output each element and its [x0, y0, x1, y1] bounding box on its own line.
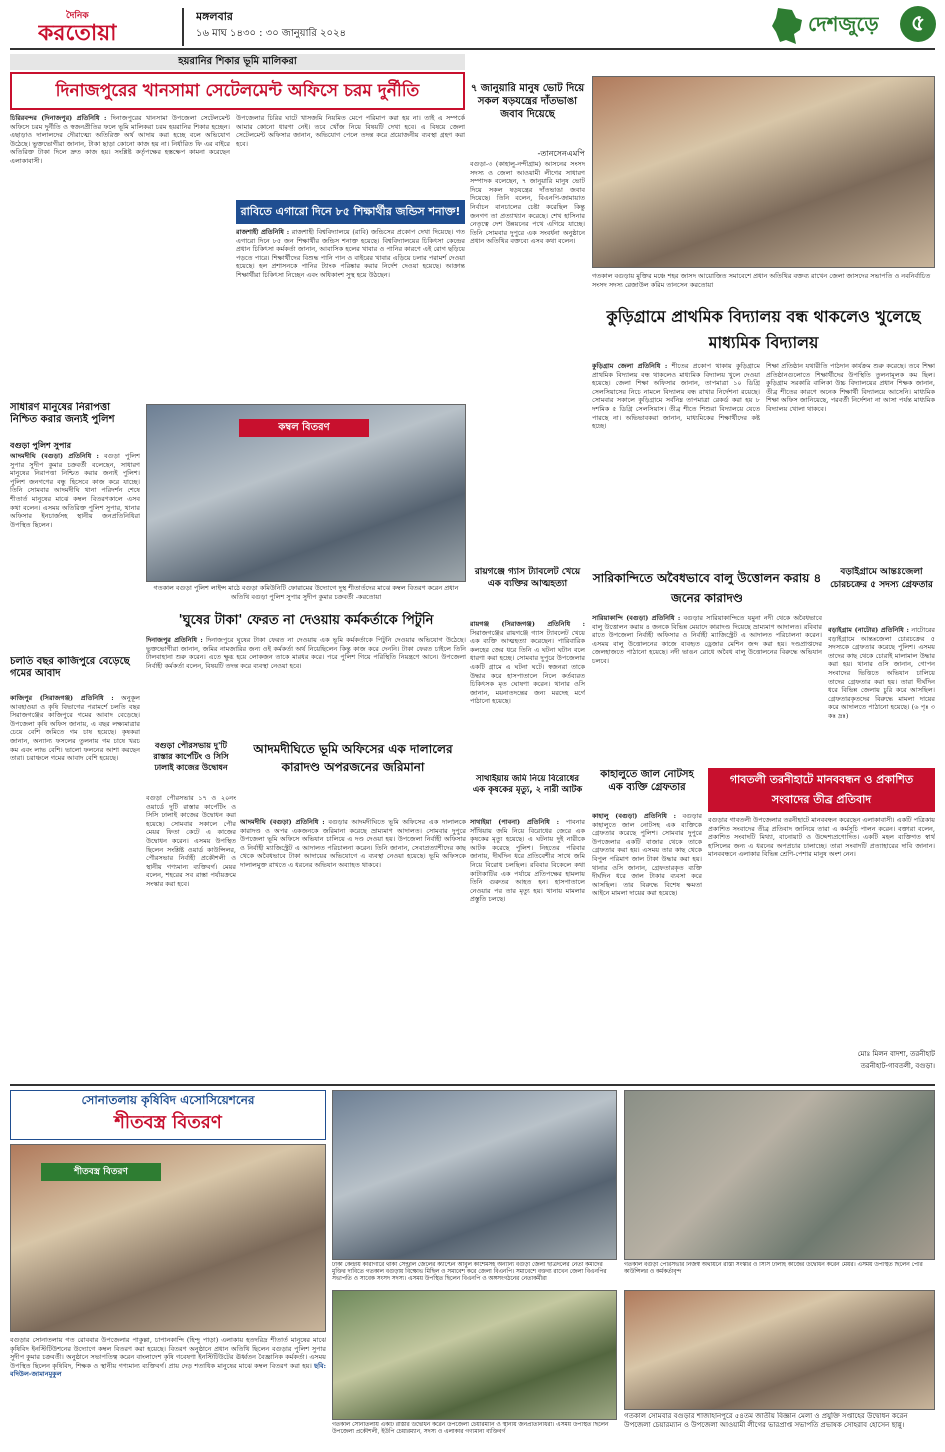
gabtoli-signature — [708, 1048, 935, 1072]
gas-headline: রায়গঞ্জে গ্যাস ট্যাবলেট খেয়ে এক ব্যক্তির আত্মহত্যা — [474, 567, 581, 589]
gas-text: সিরাজগঞ্জের রায়গঞ্জে গ্যাস ট্যাবলেট খেয়ে এক ব্যক্তি আত্মহত্যা করেছেন। পারিবারিক কলহের জের ধরে তিনি এ ঘটনা ঘটান বলে ধারণা করা হচ্ছে। সোমবার দুপুরে উপজেলার একটি গ্রামে এ ঘটনা ঘটে। স্বজনরা তাকে উদ্ধার করে হাসপাতালে নিলে কর্তব্যরত চিকিৎসক মৃত ঘোষণা করেন। থানার ওসি জানান, ময়নাতদন্তের জন্য মরদেহ মর্গে পাঠানো হয়েছে। — [470, 628, 585, 706]
rabi-body — [236, 228, 465, 378]
baraigram-headline: বড়াইগ্রামে আন্তঃজেলা চোরচক্রের ৫ সদস্য গ্রেফতার — [830, 567, 933, 590]
photo-police-credit: -করতোয়া — [355, 592, 382, 601]
bangladesh-map-icon — [770, 6, 804, 46]
baraigram-body — [828, 626, 935, 761]
cattle-headline: চলতি বছর কাজিপুরে বেড়েছে গমের আবাদ — [10, 656, 130, 679]
kahalu-byline: কাহালু (বগুড়া) প্রতিনিধি : — [592, 812, 676, 820]
ghush-text: দিনাজপুরে ঘুষের টাকা ফেরত না দেওয়ায় এক ভূমি কর্মকর্তাকে পিটুনি দেওয়ার অভিযোগ উঠেছে। ভুক্তভোগীরা জানান, জমির নামজারির জন্য ওই কর্মকর্তা অর্থ নিয়েছিলেন কিন্তু কাজ করে দেননি। টাকা ফেরত চাইলে তিনি টালবাহানা শুরু করেন। এতে ক্ষুব্ধ হয়ে লোকজন তাকে মারধর করে। পরে পুলিশ গিয়ে পরিস্থিতি নিয়ন্ত্রণে আনে। উপজেলা নির্বাহী কর্মকর্তা বলেন, বিষয়টি তদন্ত করে ব্যবস্থা নেওয়া হবে। — [146, 636, 466, 670]
sathia-text: পাবনার সাঁথিয়ায় জমি নিয়ে বিরোধের জেরে এক কৃষকের মৃত্যু হয়েছে। এ ঘটনায় দুই নারীকে আটক করেছে পুলিশ। নিহতের পরিবার জানায়, দীর্ঘদিন ধরে প্রতিবেশীর সাথে জমি নিয়ে বিরোধ চলছিল। রবিবার বিকেলে কথা কাটাকাটির এক পর্যায়ে প্রতিপক্ষের হামলায় তিনি গুরুতর আহত হন। হাসপাতালে নেওয়ার পর তার মৃত্যু হয়। থানায় মামলার প্রস্তুতি চলছে। — [470, 818, 585, 904]
gabtoli-body: বগুড়ার গাবতলী উপজেলার তরনীহাটে মানববন্ধন করেছেন এলাকাবাসী। একটি পত্রিকায় প্রকাশিত সংবাদের তীব্র প্রতিবাদ জানিয়ে তারা এ কর্মসূচি পালন করেন। বক্তারা বলেন, প্রকাশিত সংবাদটি মিথ্যা, বানোয়াট ও উদ্দেশ্যপ্রণোদিত। একটি মহল ব্যক্তিগত স্বার্থ হাসিলের জন্য এ ধরনের অপপ্রচার চালাচ্ছে। তারা সংবাদটি প্রত্যাহারের দাবি জানান। মানববন্ধনে এলাকার বিভিন্ন শ্রেণি-পেশার মানুষ অংশ নেন। — [708, 816, 935, 859]
photo-top-right-caption — [592, 272, 935, 300]
photo-bottom-mid2 — [332, 1290, 617, 1420]
adamdighi-body — [240, 818, 466, 1078]
photo-bottom-mid — [332, 1090, 617, 1260]
kurigram-body — [592, 362, 760, 547]
sonatola-credit: ছবি: বদিউল-জামানমুকুল — [10, 1361, 326, 1379]
masthead-rule — [10, 48, 935, 50]
baraigram-text: নাটোরের বড়াইগ্রামে আন্তঃজেলা চোরচক্রের ৫ সদস্যকে গ্রেফতার করেছে পুলিশ। এসময় তাদের কাছ থেকে চোরাই মালামাল উদ্ধার করা হয়। থানার ওসি জানান, গোপন সংবাদের ভিত্তিতে অভিযান চালিয়ে তাদের গ্রেফতার করা হয়। তারা দীর্ঘদিন ধরে বিভিন্ন জেলায় চুরি করে আসছিল। গ্রেফতারকৃতদের বিরুদ্ধে মামলা দায়ের করে আদালতে পাঠানো হয়েছে। — [828, 626, 935, 712]
lead-kicker-text: হয়রানির শিকার ভূমি মালিকরা — [178, 56, 297, 67]
photo-bottom-mid-caption: ঢাকা কেন্দ্রীয় কারাগারে থাকা সেন্ট্রাল জেলের ক্যাপ্টেন আবুল কাশেমসহ অন্যান্য বগুড়া জেলা ছাত্রদলের নেতা কর্মীদের মুক্তির দাবিতে গতকাল বগুড়ায় বিক্ষোভ মিছিল ও সমাবেশ করে জেলা বিএনপি। সমাবেশে বক্তব্য রাখেন জেলা বিএনপির সভাপতি ও সাবেক সংসদ সদস্য। এসময় উপস্থিত ছিলেন বিএনপি ও অঙ্গসংগঠনের নেতাকর্মীরা — [332, 1262, 607, 1282]
ghush-body — [146, 636, 466, 734]
kurigram-text: শীতের প্রকোপ থাকায় কুড়িগ্রামে প্রাথমিক বিদ্যালয় বন্ধ থাকলেও মাধ্যমিক বিদ্যালয় খুলে দেওয়া হয়েছে। জেলা শিক্ষা অফিসার জানান, তাপমাত্রা ১০ ডিগ্রি সেলসিয়াসের নিচে নামলে বিদ্যালয় বন্ধ রাখার নির্দেশনা রয়েছে। সোমবার সকালে কুড়িগ্রামে সর্বনিম্ন তাপমাত্রা রেকর্ড করা হয় ৮ দশমিক ৫ ডিগ্রি সেলসিয়াস। তীব্র শীতে শিশুরা বিদ্যালয়ে যেতে পারছে না। অভিভাবকরা জানান, মাধ্যমিকের শিক্ষার্থীদের কষ্ট হচ্ছে। — [592, 362, 760, 431]
kahalu-text: বগুড়ার কাহালুতে জাল নোটসহ এক ব্যক্তিকে গ্রেফতার করেছে পুলিশ। সোমবার দুপুরে উপজেলার একটি বাজার থেকে তাকে গ্রেফতার করা হয়। এসময় তার কাছ থেকে বিপুল পরিমাণ জাল টাকা উদ্ধার করা হয়। থানার ওসি জানান, গ্রেফতারকৃত ব্যক্তি দীর্ঘদিন ধরে জাল টাকার ব্যবসা করে আসছিল। তার বিরুদ্ধে বিশেষ ক্ষমতা আইনে মামলা দায়ের করা হয়েছে। — [592, 812, 702, 898]
masthead-divider — [182, 8, 184, 46]
bottom-divider — [10, 1084, 935, 1086]
gabtoli-signature-name: মোঃ মিলন বাদশা, তরনীহাট — [857, 1050, 935, 1058]
photo-bottom-right2-caption: গতকাল সোমবার বগুড়ার শাজাহানপুরে ৫৪তম জাতীয় বিজ্ঞান মেলা ও প্রযুক্তি সপ্তাহের উদ্বোধন করেন উপজেলা চেয়ারম্যান ও উপজেলা আওয়ামী লীগের ভারপ্রাপ্ত সভাপতি প্রভাষক সোহরাব হোসেন ছান্নু। — [624, 1412, 908, 1429]
section-title: দেশজুড়ে — [808, 12, 879, 36]
sonatola-headline-2: শীতবস্ত্র বিতরণ — [114, 1112, 222, 1133]
col-top-body: বগুড়া-৩ (কাহালু-নন্দীগ্রাম) আসনের সংসদ সদস্য ও জেলা আওয়ামী লীগের সাধারণ সম্পাদক বলেছেন, ৭ জানুয়ারি মানুষ ভোট দিয়ে সকল ষড়যন্ত্রের দাঁতভাঙা জবাব দিয়েছে। তিনি বলেন, বিএনপি-জামায়াত নির্বাচন বানচালের চেষ্টা করেছিল কিন্তু জনগণ তা প্রত্যাখ্যান করেছে। শেখ হাসিনার নেতৃত্বে দেশ উন্নয়নের পথে এগিয়ে যাচ্ছে। তিনি সোমবার দুপুরে এক সংবর্ধনা অনুষ্ঠানে প্রধান অতিথির বক্তব্যে এসব কথা বলেন। — [470, 160, 585, 246]
sonatola-text: বগুড়ার সোনাতলায় গত রোববার উপজেলার পাকুল্লা, চাপানকান্দি (হিন্দু পাড়া) এলাকায় হতদরিদ্র শীতার্ত মানুষের মাঝে কৃষিবিদ ইনস্টিটিউশনের উদ্যোগে কম্বল বিতরণ করা হয়েছে। বিতরণ অনুষ্ঠানে প্রধান অতিথি ছিলেন বগুড়ার পুলিশ সুপার সুদীপ কুমার চক্রবর্তী। অনুষ্ঠানে সভাপতিত্ব করেন বাংলাদেশ কৃষি গবেষণা ইনস্টিটিউটের ঊর্ধ্বতন বৈজ্ঞানিক কর্মকর্তা। এসময় উপস্থিত ছিলেন কৃষিবিদ, শিক্ষক ও স্থানীয় গণ্যমান্য ব্যক্তিবর্গ। প্রায় দেড় শতাধিক মানুষের মাঝে কম্বল বিতরণ করা হয়। — [10, 1336, 326, 1370]
photo-police-caption — [146, 584, 466, 604]
page-number: ৫ — [900, 6, 936, 42]
sonatola-body — [10, 1336, 326, 1446]
adamdighi-byline: আদমদীঘি (বগুড়া) প্রতিনিধি : — [240, 818, 325, 826]
rabi-text: রাজশাহী বিশ্ববিদ্যালয়ে (রাবি) জন্ডিসের প্রকোপ দেখা দিয়েছে। গত এগারো দিনে ৮৫ জন শিক্ষার্থীর জন্ডিস শনাক্ত হয়েছে। বিশ্ববিদ্যালয়ের চিকিৎসা কেন্দ্রের প্রধান চিকিৎসা কর্মকর্তা জানান, আবাসিক হলের খাবার ও পানির কারণে এই রোগ ছড়িয়ে পড়তে পারে। শিক্ষার্থীদের বিশুদ্ধ পানি পান ও বাইরের খাবার এড়িয়ে চলার পরামর্শ দেওয়া হয়েছে। হল প্রশাসনকে পানির ট্যাংক পরিষ্কার করার নির্দেশ দেওয়া হয়েছে। আক্রান্ত শিক্ষার্থীরা চিকিৎসা নিচ্ছেন এবং অধিকাংশ সুস্থ হয়ে উঠছেন। — [236, 228, 465, 279]
rabi-byline: রাজশাহী প্রতিনিধি : — [236, 228, 290, 236]
lead-byline: চিরিরবন্দর (দিনাজপুর) প্রতিনিধি : — [10, 114, 107, 122]
ghush-headline: 'ঘুষের টাকা' ফেরত না দেওয়ায় কর্মকর্তাকে পিটুনি — [178, 613, 434, 628]
rabi-headline: রাবিতে এগারো দিনে ৮৫ শিক্ষার্থীর জন্ডিস শনাক্ত! — [236, 200, 465, 224]
photo-police-caption-text: গতকাল বগুড়া পুলিশ লাইন্স মাঠে বগুড়া কমিউনিটি ফোরামের উদ্যোগে দুস্থ শীতার্তদের মাঝে কম্বল বিতরণ করেন প্রধান অতিথি বগুড়া পুলিশ সুপার সুদীপ কুমার চক্রবর্তী — [153, 584, 459, 601]
masthead-logo: করতোয়া — [38, 21, 117, 46]
cattle-byline: কাজিপুর (সিরাজগঞ্জ) প্রতিনিধি : — [10, 694, 114, 702]
photo-bottom-right2 — [624, 1290, 935, 1410]
police-text: বগুড়া পুলিশ সুপার সুদীপ কুমার চক্রবর্তী বলেছেন, সাধারণ মানুষের নিরাপত্তা নিশ্চিত করার জন্যই পুলিশ। পুলিশ জনগণের বন্ধু হিসেবে কাজ করে যাচ্ছে। তিনি সোমবার আদমদীঘি থানা পরিদর্শন শেষে শীতার্ত মানুষের মাঝে কম্বল বিতরণকালে এসব কথা বলেন। এসময় অতিরিক্ত পুলিশ সুপার, থানার অফিসার ইনচার্জসহ স্থানীয় জনপ্রতিনিধিরা উপস্থিত ছিলেন। — [10, 452, 140, 529]
kurigram-byline: কুড়িগ্রাম জেলা প্রতিনিধি : — [592, 362, 668, 370]
gabtoli-headline: গাবতলী তরনীহাটে মানববন্ধন ও প্রকাশিত সংবাদের তীব্র প্রতিবাদ — [708, 768, 935, 812]
col-top-headline: ৭ জানুয়ারি মানুষ ভোট দিয়ে সকল ষড়যন্ত্রের দাঁতভাঙা জবাব দিয়েছে — [470, 83, 585, 120]
police-body — [10, 452, 140, 652]
photo-bottom-mid2-caption: গতকাল সোনাতলায় একটি রাস্তার উদ্বোধন করেন উপজেলা চেয়ারম্যান ও স্থানীয় জনপ্রতিনিধিরা। এসময় উপস্থিত ছিলেন উপজেলা প্রকৌশলী, ইউপি চেয়ারম্যান, সদস্য ও এলাকার গণ্যমান্য ব্যক্তিবর্গ — [332, 1422, 609, 1435]
baraigram-byline: বড়াইগ্রাম (নাটোর) প্রতিনিধি : — [828, 626, 909, 634]
photo-bottom-right — [624, 1090, 935, 1260]
kurigram-body-2: শিক্ষা প্রতিষ্ঠান যথারীতি পাঠদান কার্যক্রম শুরু করেছে। তবে শিক্ষা প্রতিষ্ঠানগুলোতে শিক্ষার্থীদের উপস্থিতি তুলনামূলক কম ছিল। কুড়িগ্রাম সরকারি বালিকা উচ্চ বিদ্যালয়ের প্রধান শিক্ষক জানান, তীব্র শীতের কারণে অনেক শিক্ষার্থী বিদ্যালয়ে আসেনি। মাধ্যমিক শিক্ষা অফিস জানিয়েছে, পরবর্তী নির্দেশনা না আসা পর্যন্ত মাধ্যমিক বিদ্যালয় খোলা থাকবে। — [766, 362, 935, 413]
gas-byline: রায়গঞ্জ (সিরাজগঞ্জ) প্রতিনিধি : — [470, 620, 585, 628]
gas-body — [470, 620, 585, 770]
sariakandi-byline: সারিয়াকান্দি (বগুড়া) প্রতিনিধি : — [592, 614, 681, 622]
masthead-logo-small: দৈনিক — [66, 11, 89, 21]
photo-bottom-right-caption: গতকাল বগুড়া পৌরসভার নিজস্ব অর্থায়নে রাস্তা সংস্কার ও সিসি ঢালাই কাজের উদ্বোধন করেন মেয়র। এসময় উপস্থিত ছিলেন পৌর কাউন্সিলর ও কর্মকর্তাবৃন্দ — [624, 1262, 923, 1275]
sonatola-headline-1: সোনাতলায় কৃষিবিদ এসোসিয়েশনের — [81, 1093, 255, 1107]
sonatola-headline-box — [10, 1090, 326, 1140]
kurigram-headline: কুড়িগ্রামে প্রাথমিক বিদ্যালয় বন্ধ থাকলেও খুলেছে মাধ্যমিক বিদ্যালয় — [606, 307, 921, 352]
adamdighi-headline: আদমদীঘিতে ভূমি অফিসের এক দালালের কারাদণ্ড অপরজনের জরিমানা — [253, 742, 453, 774]
adamdighi-text: বগুড়ার আদমদীঘিতে ভূমি অফিসের এক দালালকে কারাদণ্ড ও অপর একজনকে জরিমানা করেছে ভ্রাম্যমাণ আদালত। সোমবার দুপুরে উপজেলা ভূমি অফিসে অভিযান চালিয়ে এ দণ্ড দেওয়া হয়। উপজেলা নির্বাহী অফিসার ও নির্বাহী ম্যাজিস্ট্রেট এ আদালত পরিচালনা করেন। তিনি জানান, সেবাপ্রত্যাশীদের কাছ থেকে অবৈধভাবে টাকা আদায়ের অভিযোগে এ ব্যবস্থা নেওয়া হয়েছে। ভূমি অফিসকে দালালমুক্ত রাখতে এ ধরনের অভিযান অব্যাহত থাকবে। — [240, 818, 466, 869]
kahalu-body — [592, 812, 702, 1078]
sathia-body — [470, 818, 585, 1078]
lead-body — [10, 114, 230, 396]
photo-top-right-caption-text: গতকাল বগুড়ায় মুক্তির মঞ্চে শহর জাসদ আয়োজিত সমাবেশে প্রধান অতিথির বক্তব্য রাখেন জেলা জাসদের সভাপতি ও নবনির্বাচিত সংসদ সদস্য রেজাউল করিম তানসেন — [592, 272, 931, 289]
ghush-byline: দিনাজপুর প্রতিনিধি : — [146, 636, 203, 644]
sariakandi-text: বগুড়ার সারিয়াকান্দিতে যমুনা নদী থেকে অবৈধভাবে বালু উত্তোলন করায় ৪ জনকে বিভিন্ন মেয়াদে কারাদণ্ড দিয়েছে ভ্রাম্যমাণ আদালত। রবিবার রাতে উপজেলা নির্বাহী অফিসার ও নির্বাহী ম্যাজিস্ট্রেট এ আদালত পরিচালনা করেন। এসময় বালু উত্তোলনের কাজে ব্যবহৃত ড্রেজার মেশিন জব্দ করা হয়। দণ্ডপ্রাপ্তদের জেলহাজতে পাঠানো হয়েছে। নদী ভাঙন রোধে অবৈধ বালু উত্তোলনের বিরুদ্ধে অভিযান চলবে। — [592, 614, 822, 665]
lead-kicker — [10, 54, 465, 70]
police-byline: আদমদীঘি (বগুড়া) প্রতিনিধি : — [10, 452, 99, 460]
photo-sonatola-banner: শীতবস্ত্র বিতরণ — [41, 1163, 161, 1181]
lead-body-2 — [236, 114, 465, 198]
photo-top-right — [592, 76, 935, 268]
kahalu-headline: কাহালুতে জাল নোটসহ এক ব্যক্তি গ্রেফতার — [600, 769, 694, 793]
sariakandi-body — [592, 614, 822, 764]
lead-text: দিনাজপুরের খানসামা উপজেলা সেটেলমেন্ট অফিসে চরম দুর্নীতি ও স্বজনপ্রীতির ফলে ভূমি মালিকরা চরম হয়রানির শিকার হচ্ছেন। এছাড়াও দালালদের দৌরাত্ম্যে অতিরিক্ত অর্থ আদায় করা হচ্ছে বলে অভিযোগ উঠেছে। ভুক্তভোগীরা জানান, টাকা ছাড়া কোনো কাজ হয় না। নির্ধারিত ফি এর বাইরে অতিরিক্ত টাকা দিলে দ্রুত কাজ হয়। সংশ্লিষ্ট কর্তৃপক্ষের হস্তক্ষেপ কামনা করেছেন এলাকাবাসী। — [10, 114, 230, 165]
photo-police-banner: কম্বল বিতরণ — [239, 419, 369, 437]
gabtoli-signature-place: তরনীহাট-গাবতলী, বগুড়া। — [860, 1062, 935, 1070]
masthead-day: মঙ্গলবার — [196, 10, 233, 23]
sathia-byline: সাথাইয়া (পাবনা) প্রতিনিধি : — [470, 818, 560, 826]
photo-top-right-credit: করতোয়া — [689, 280, 714, 289]
lead-text-2: উপজেলার চিরির ঘাটে খাসজমি নিয়মিত মেপে পরিমাপ করা হয় না। তাই এ সম্পর্কে আমার কোনো ধারণা নেই। তবে খোঁজ নিয়ে বিষয়টি দেখা হবে। এ বিষয়ে জেলা সেটেলমেন্ট অফিসার জানান, অভিযোগ পেলে তদন্ত করে প্রয়োজনীয় ব্যবস্থা গ্রহণ করা হবে। — [236, 114, 465, 148]
masthead — [0, 0, 945, 52]
police-headline: সাধারণ মানুষের নিরাপত্তা নিশ্চিত করার জন্যই পুলিশ — [10, 402, 115, 425]
carpeting-headline: বগুড়া পৌরসভায় দু'টি রাস্তার কার্পেটিং ও সিসি ঢালাই কাজের উদ্বোধন — [153, 741, 229, 772]
photo-sonatola — [10, 1144, 326, 1332]
photo-police — [146, 404, 466, 582]
col-top-attrib: -তানসেনএমপি — [537, 149, 585, 158]
sathia-headline: সাথাইয়ায় জমি নিয়ে বিরোধের এক কৃষকের মৃত্যু, ২ নারী আটক — [472, 774, 583, 795]
lead-headline: দিনাজপুরের খানসামা সেটেলমেন্ট অফিসে চরম দুর্নীতি — [10, 72, 465, 110]
baraigram-cont: (৬ পৃঃ ৩ কঃ দ্রঃ) — [828, 703, 935, 720]
masthead-date: ১৬ মাঘ ১৪৩০ : ৩০ জানুয়ারি ২০২৪ — [196, 28, 347, 39]
cattle-body — [10, 694, 140, 1078]
police-sub: বগুড়া পুলিশ সুপার — [10, 441, 71, 450]
sariakandi-headline: সারিকান্দিতে অবৈধভাবে বালু উত্তোলন করায় ৪ জনের কারাদণ্ড — [592, 571, 822, 605]
carpeting-body: বগুড়া পৌরসভার ১৭ ও ২০নং ওয়ার্ডে দুটি রাস্তার কার্পেটিং ও সিসি ঢালাই কাজের উদ্বোধন করা হয়েছে। সোমবার সকালে পৌর মেয়র ফিতা কেটে এ কাজের উদ্বোধন করেন। এসময় উপস্থিত ছিলেন সংশ্লিষ্ট ওয়ার্ড কাউন্সিলর, পৌরসভার নির্বাহী প্রকৌশলী ও স্থানীয় গণ্যমান্য ব্যক্তিবর্গ। মেয়র বলেন, শহরের সব রাস্তা পর্যায়ক্রমে সংস্কার করা হবে। — [146, 794, 236, 888]
cattle-text: অনুকূল আবহাওয়া ও কৃষি বিভাগের পরামর্শে চলতি বছর সিরাজগঞ্জের কাজিপুরে গমের আবাদ বেড়েছে। উপজেলা কৃষি অফিস জানায়, এ বছর লক্ষ্যমাত্রার চেয়ে বেশি জমিতে গম চাষ হয়েছে। কৃষকরা জানান, অন্যান্য ফসলের তুলনায় গম চাষে খরচ কম এবং লাভ বেশি। ভালো ফলনের আশা করছেন তারা। চরাঞ্চলে গমের আবাদ বেশি হয়েছে। — [10, 694, 140, 763]
